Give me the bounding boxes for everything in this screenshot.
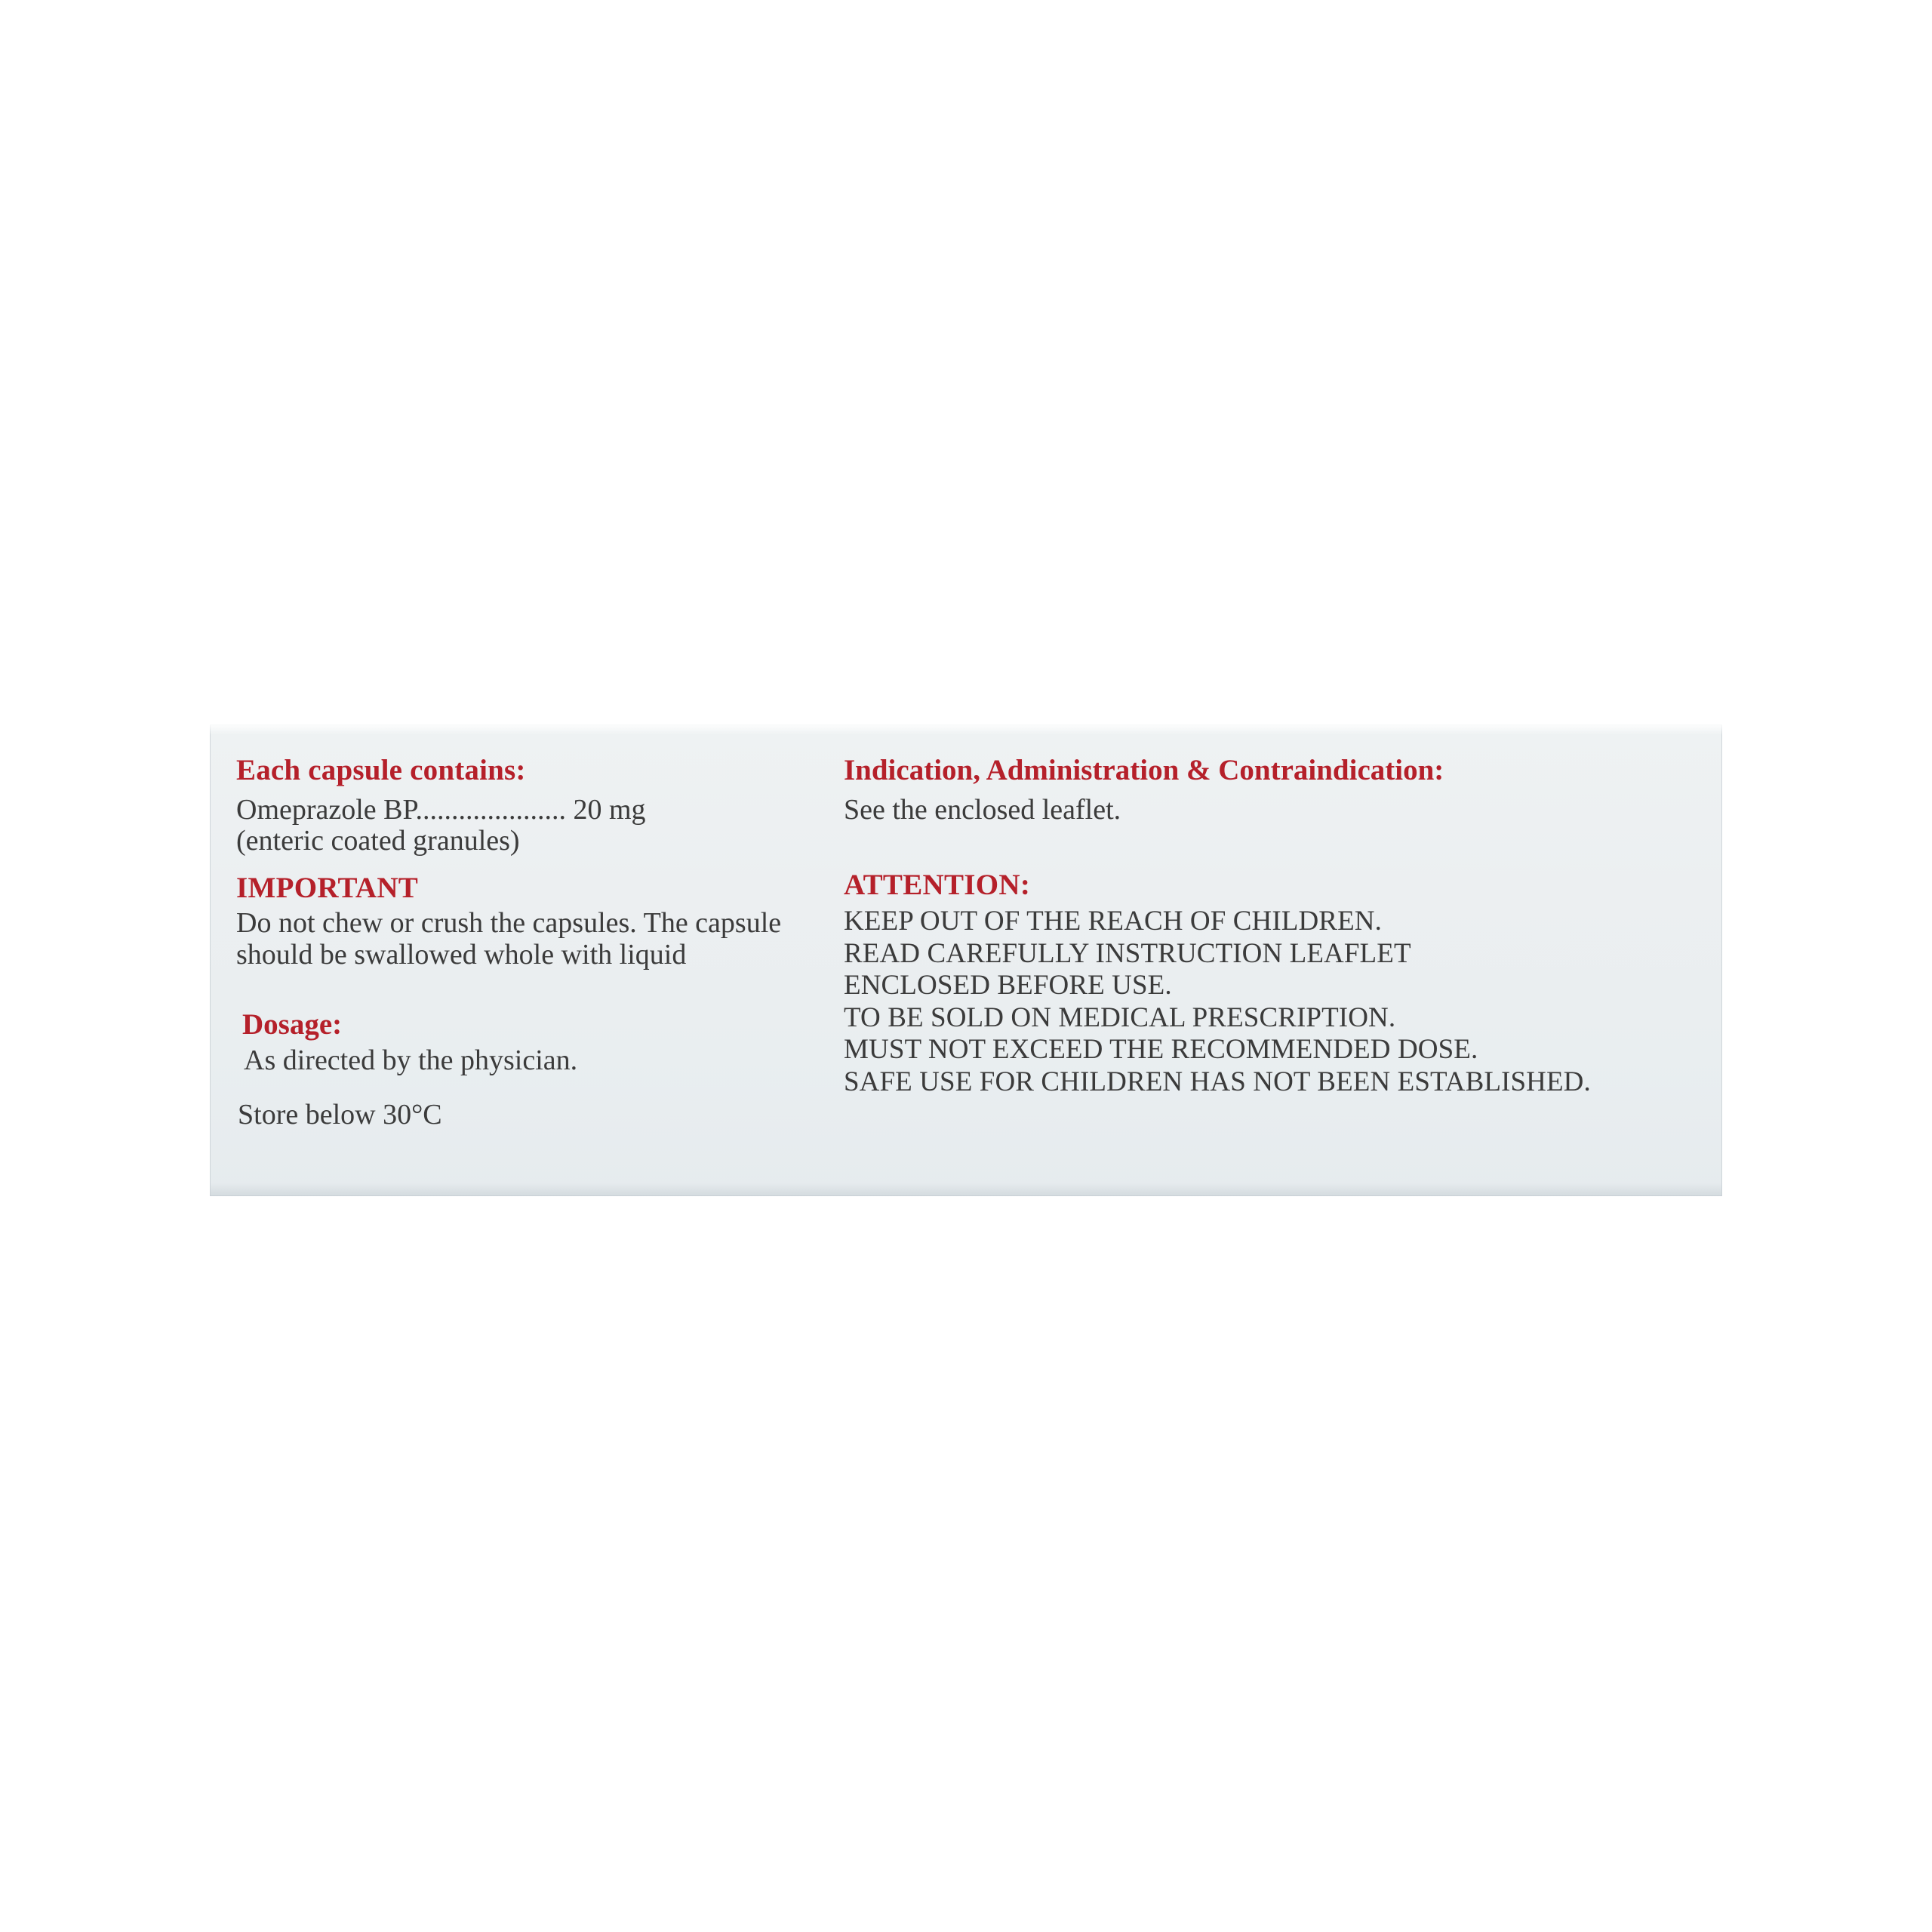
attention-line: ENCLOSED BEFORE USE. [844, 970, 1172, 1001]
attention-line: SAFE USE FOR CHILDREN HAS NOT BEEN ESTABLISHED. [844, 1066, 1591, 1097]
storage-instruction: Store below 30°C [238, 1099, 442, 1131]
attention-line: TO BE SOLD ON MEDICAL PRESCRIPTION. [844, 1001, 1396, 1033]
medicine-carton-panel [210, 724, 1722, 1196]
important-body-text: Do not chew or crush the capsules. The capsule should be swallowed whole with liquid [236, 907, 782, 971]
composition-granule-note: (enteric coated granules) [236, 825, 520, 857]
dosage-body-text: As directed by the physician. [244, 1044, 578, 1076]
attention-line: KEEP OUT OF THE REACH OF CHILDREN. [844, 906, 1382, 937]
composition-active-ingredient: Omeprazole BP..................... 20 mg [236, 794, 646, 826]
attention-body-text [844, 906, 1704, 1098]
attention-heading: ATTENTION: [844, 869, 1031, 901]
dosage-heading: Dosage: [242, 1008, 343, 1041]
important-heading: IMPORTANT [236, 872, 419, 904]
attention-line: MUST NOT EXCEED THE RECOMMENDED DOSE. [844, 1034, 1478, 1065]
attention-line: READ CAREFULLY INSTRUCTION LEAFLET [844, 937, 1411, 969]
indication-heading: Indication, Administration & Contraindication: [844, 754, 1444, 786]
indication-body-text: See the enclosed leaflet. [844, 794, 1121, 826]
composition-heading: Each capsule contains: [236, 754, 526, 786]
